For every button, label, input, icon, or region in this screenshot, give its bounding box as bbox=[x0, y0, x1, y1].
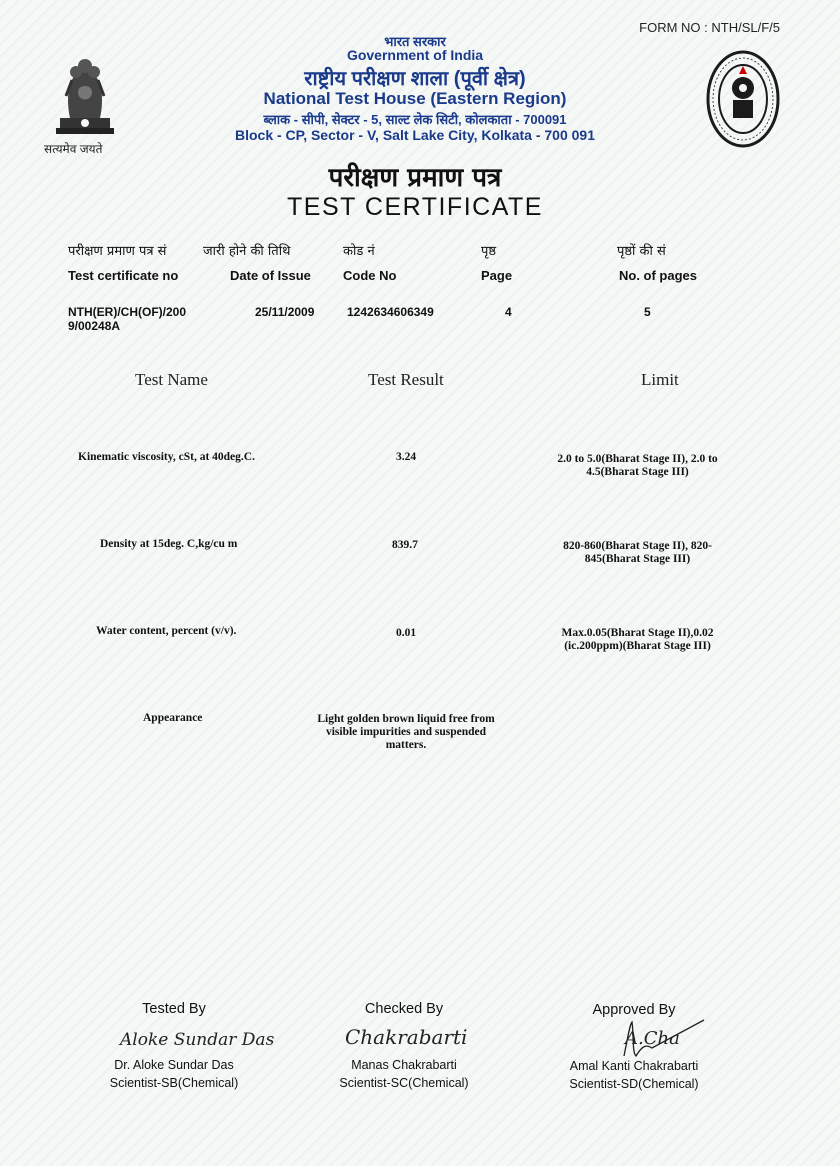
checked-by-label: Checked By bbox=[364, 1001, 444, 1017]
column-header-test-result: Test Result bbox=[368, 370, 444, 389]
meta-label-page: Page bbox=[481, 268, 513, 283]
checked-by-name: Manas Chakrabarti bbox=[351, 1058, 457, 1072]
cert-no-line1: NTH(ER)/CH(OF)/200 bbox=[68, 305, 187, 319]
tested-by-signature: Aloke Sundar Das bbox=[120, 1030, 275, 1050]
meta-label-cert-no: Test certificate no bbox=[68, 268, 179, 283]
meta-hindi-page: पृष्ठ bbox=[481, 244, 497, 259]
header-line-govt: Government of India bbox=[346, 47, 484, 63]
meta-hindi-pages: पृष्ठों की सं bbox=[617, 244, 666, 259]
appearance-line3: matters. bbox=[385, 739, 427, 751]
header-line-hindi-address: ब्लाक - सीपी, सेक्टर - 5, साल्ट लेक सिटी, कोलकाता - 700091 bbox=[263, 112, 567, 127]
approved-by-title: Scientist-SD(Chemical) bbox=[569, 1077, 699, 1091]
approved-signature-stroke-icon bbox=[618, 1016, 708, 1062]
appearance-line2: visible impurities and suspended bbox=[325, 726, 487, 738]
appearance-line1: Light golden brown liquid free from bbox=[317, 713, 495, 725]
test-name: Water content, percent (v/v). bbox=[96, 625, 237, 637]
meta-value-cert-no bbox=[68, 305, 186, 333]
test-name: Kinematic viscosity, cSt, at 40deg.C. bbox=[78, 451, 255, 463]
column-header-test-name: Test Name bbox=[135, 370, 208, 389]
test-limit-line1: Max.0.05(Bharat Stage II),0.02 bbox=[561, 627, 714, 639]
test-result: 0.01 bbox=[396, 627, 417, 639]
test-limit-line1: 820-860(Bharat Stage II), 820- bbox=[563, 540, 712, 552]
nth-seal-icon bbox=[706, 50, 780, 148]
test-limit bbox=[530, 453, 745, 479]
test-limit-line2: (ic.200ppm)(Bharat Stage III) bbox=[564, 640, 711, 652]
cert-no-line2: 9/00248A bbox=[68, 319, 121, 333]
tested-by-title: Scientist-SB(Chemical) bbox=[109, 1076, 239, 1090]
header-line-hindi-nth: राष्ट्रीय परीक्षण शाला (पूर्वी क्षेत्र) bbox=[304, 68, 526, 90]
test-limit-line2: 845(Bharat Stage III) bbox=[584, 553, 691, 565]
approved-by-name: Amal Kanti Chakrabarti bbox=[569, 1059, 699, 1073]
tested-by-name: Dr. Aloke Sundar Das bbox=[114, 1058, 234, 1072]
meta-value-code: 1242634606349 bbox=[347, 305, 434, 319]
meta-hindi-code: कोड नं bbox=[343, 244, 375, 259]
title-hindi: परीक्षण प्रमाण पत्र bbox=[328, 163, 502, 193]
header-line-hindi-govt: भारत सरकार bbox=[384, 34, 446, 49]
meta-hindi-cert-no: परीक्षण प्रमाण पत्र सं bbox=[68, 244, 167, 259]
test-name: Density at 15deg. C,kg/cu m bbox=[100, 538, 238, 550]
motto: सत्यमेव जयते bbox=[44, 142, 103, 156]
meta-value-pages: 5 bbox=[644, 305, 651, 319]
approved-by-label: Approved By bbox=[592, 1002, 676, 1018]
column-header-limit: Limit bbox=[641, 370, 679, 389]
checked-by-title: Scientist-SC(Chemical) bbox=[339, 1076, 469, 1090]
test-limit-line2: 4.5(Bharat Stage III) bbox=[586, 466, 689, 478]
meta-label-date: Date of Issue bbox=[230, 268, 311, 283]
meta-hindi-date: जारी होने की तिथि bbox=[203, 244, 291, 259]
appearance-value bbox=[296, 713, 516, 752]
test-limit bbox=[530, 627, 745, 653]
meta-value-date: 25/11/2009 bbox=[255, 305, 315, 319]
title-english: TEST CERTIFICATE bbox=[287, 193, 543, 221]
test-limit-line1: 2.0 to 5.0(Bharat Stage II), 2.0 to bbox=[557, 453, 718, 465]
national-emblem-icon bbox=[52, 52, 118, 138]
meta-label-code: Code No bbox=[343, 268, 397, 283]
test-limit bbox=[530, 540, 745, 566]
test-result: 839.7 bbox=[392, 539, 418, 551]
form-number: FORM NO : NTH/SL/F/5 bbox=[639, 20, 780, 35]
meta-label-pages: No. of pages bbox=[619, 268, 698, 283]
header-line-nth: National Test House (Eastern Region) bbox=[263, 89, 567, 108]
test-result: 3.24 bbox=[396, 451, 417, 463]
checked-by-signature: Chakrabarti bbox=[345, 1025, 468, 1049]
meta-value-page: 4 bbox=[505, 305, 512, 319]
approved-by-signature: A.Cha bbox=[625, 1028, 680, 1049]
tested-by-label: Tested By bbox=[142, 1001, 206, 1017]
header-line-address: Block - CP, Sector - V, Salt Lake City, Kolkata - 700 091 bbox=[234, 127, 595, 143]
appearance-label: Appearance bbox=[143, 712, 203, 724]
